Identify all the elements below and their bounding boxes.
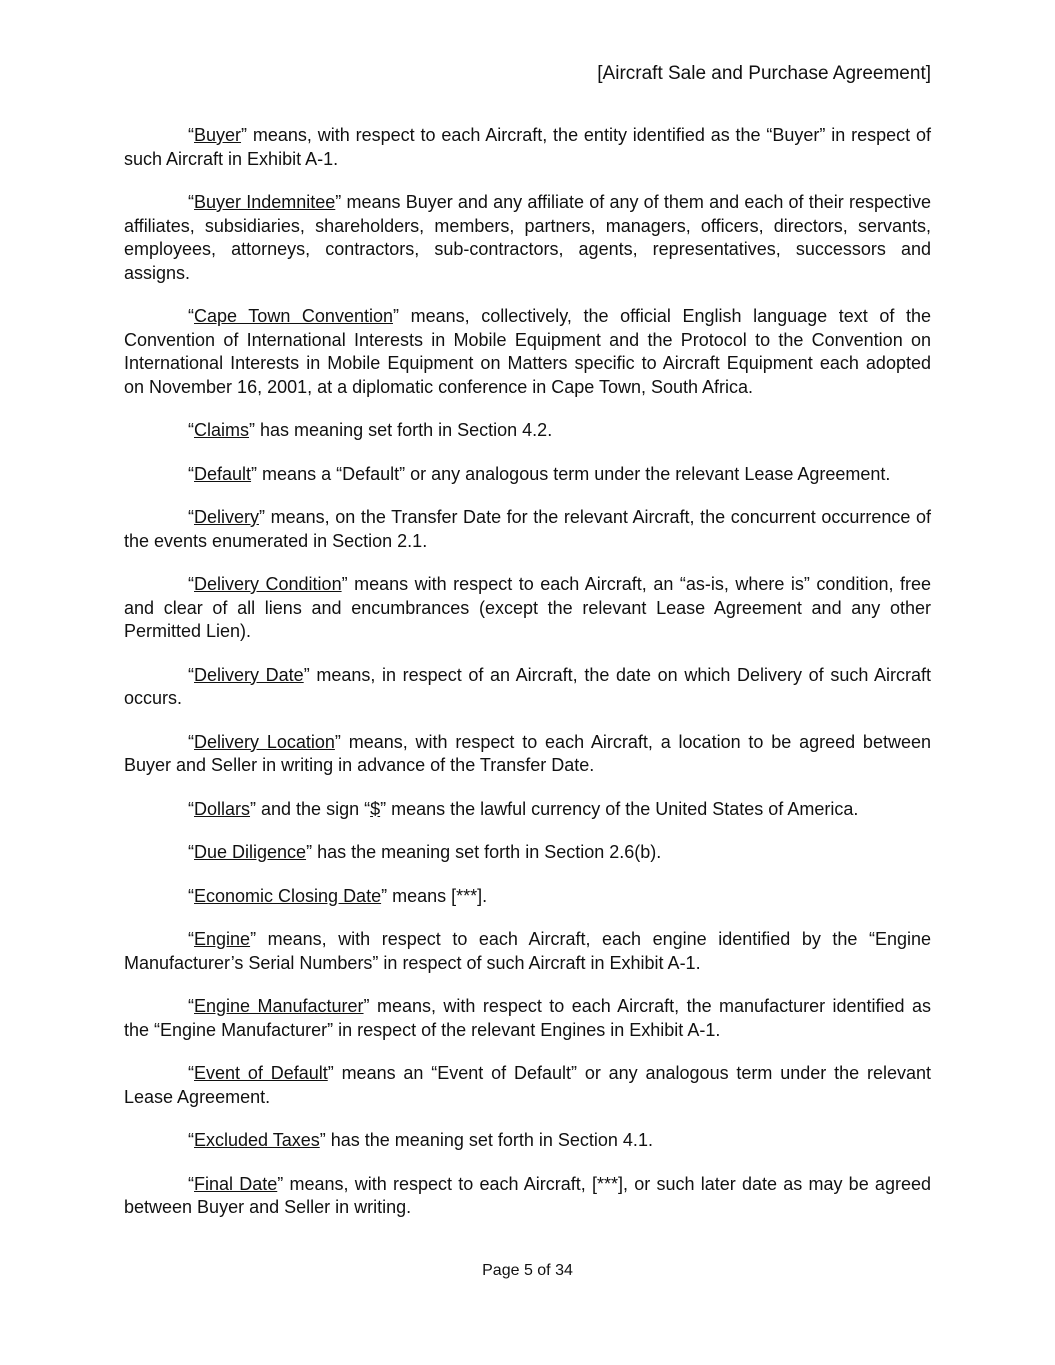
definition-text: means, with respect to each Aircraft, the manufacturer identified as the “Engine Manufacturer” in respect of the relevant Engines in Exhibit A-1. [124,996,931,1040]
definition-text: means, on the Transfer Date for the relevant Aircraft, the concurrent occurrence of the events enumerated in Section 2.1. [124,507,931,551]
definition-text: means, with respect to each Aircraft, [***], or such later date as may be agreed between Buyer and Seller in writing. [124,1173,931,1217]
defined-term: Economic Closing Date [194,885,382,906]
definition-delivery-location: “Delivery Location” means, with respect to each Aircraft, a location to be agreed between Buyer and Seller in writing in advance of the Transfer Date. [124,731,931,775]
definition-claims: “Claims” has meaning set forth in Section 4.2. [188,420,553,440]
definition-text: has the meaning set forth in Section 2.6(b). [312,842,662,862]
definition-final-date: “Final Date” means, with respect to each Aircraft, [***], or such later date as may be agreed between Buyer and Seller in writing. [124,1173,931,1217]
definition-default: “Default” means a “Default” or any analogous term under the relevant Lease Agreement. [188,463,891,484]
definition-text: means, with respect to each Aircraft, the entity identified as the “Buyer” in respect of such Aircraft in Exhibit A-1. [124,125,931,169]
document-header: [Aircraft Sale and Purchase Agreement] [597,63,931,84]
defined-term: Final Date [194,1173,278,1194]
page-number: Page 5 of 34 [482,1262,573,1279]
definition-buyer: “Buyer” means, with respect to each Aircraft, the entity identified as the “Buyer” in respect of such Aircraft in Exhibit A-1. [124,125,931,169]
defined-term: Cape Town Convention [194,306,393,326]
defined-term: Delivery Date [194,664,304,685]
defined-term: Delivery [194,507,260,527]
defined-term: Excluded Taxes [194,1130,320,1150]
definition-text: means [***]. [387,885,488,906]
defined-term: Engine [194,929,251,949]
definition-dollars: “Dollars” and the sign “$” means the lawful currency of the United States of America. [188,798,859,819]
defined-term: Default [194,463,252,484]
definition-engine: “Engine” means, with respect to each Aircraft, each engine identified by the “Engine Manufacturer’s Serial Numbers” in respect of such Aircraft in Exhibit A-1. [124,929,931,973]
definition-cape-town-convention: “Cape Town Convention” means, collectively, the official English language text of the Convention of International Interests in Mobile Equipment and the Protocol to the Convention on International Interests in Mobile Equipment on Matters specific to Aircraft Equipment each adopted on November 16, 2001, at a diplomatic conference in Cape Town, South Africa. [124,306,932,397]
definition-delivery: “Delivery” means, on the Transfer Date for the relevant Aircraft, the concurrent occurrence of the events enumerated in Section 2.1. [124,507,931,551]
definition-excluded-taxes: “Excluded Taxes” has the meaning set forth in Section 4.1. [188,1130,653,1150]
defined-term: Claims [194,420,250,440]
defined-term: Delivery Condition [194,574,342,594]
definition-text: has the meaning set forth in Section 4.1. [325,1130,653,1150]
defined-term: Dollars [194,798,251,819]
defined-term: Delivery Location [194,731,335,752]
definition-text: means, with respect to each Aircraft, each engine identified by the “Engine Manufacturer’s Serial Numbers” in respect of such Aircraft in Exhibit A-1. [124,929,931,973]
definition-text: means, collectively, the official English language text of the Convention of International Interests in Mobile Equipment and the Protocol to the Convention on International Interests in Mobile Equipment on Matters specific to Aircraft Equipment each adopted on November 16, 2001, at a diplomatic conference in Cape Town, South Africa. [124,306,932,397]
defined-term: Buyer Indemnitee [194,192,336,212]
definition-delivery-condition: “Delivery Condition” means with respect to each Aircraft, an “as-is, where is” condition, free and clear of all liens and encumbrances (except the relevant Lease Agreement and any other Permitted Lien). [124,574,931,641]
definition-text: means with respect to each Aircraft, an “as-is, where is” condition, free and clear of all liens and encumbrances (except the relevant Lease Agreement and any other Permitted Lien). [124,574,931,641]
definitions-list [124,124,931,1240]
dollar-sign-term: $ [370,798,381,819]
definition-text: means a “Default” or any analogous term under the relevant Lease Agreement. [257,463,891,484]
definition-text: has meaning set forth in Section 4.2. [255,420,553,440]
definition-text: means, with respect to each Aircraft, a location to be agreed between Buyer and Seller in writing in advance of the Transfer Date. [124,731,931,775]
definition-text: and the sign “ [256,798,371,819]
definition-delivery-date: “Delivery Date” means, in respect of an Aircraft, the date on which Delivery of such Aircraft occurs. [124,664,931,708]
defined-term: Engine Manufacturer [194,996,364,1016]
defined-term: Event of Default [194,1063,328,1083]
defined-term: Due Diligence [194,842,307,862]
definition-text: means an “Event of Default” or any analogous term under the relevant Lease Agreement. [124,1063,931,1107]
defined-term: Buyer [194,125,242,145]
definition-economic-closing-date: “Economic Closing Date” means [***]. [188,885,488,906]
definition-event-of-default: “Event of Default” means an “Event of Default” or any analogous term under the relevant Lease Agreement. [124,1063,931,1107]
definition-buyer-indemnitee: “Buyer Indemnitee” means Buyer and any affiliate of any of them and each of their respective affiliates, subsidiaries, shareholders, members, partners, managers, officers, directors, servants, employees, attorneys, contractors, sub-contractors, agents, representatives, successors and assigns. [124,192,931,283]
definition-due-diligence: “Due Diligence” has the meaning set forth in Section 2.6(b). [188,842,662,862]
definition-text: means Buyer and any affiliate of any of them and each of their respective affiliates, subsidiaries, shareholders, members, partners, managers, officers, directors, servants, employees, attorneys, contractors, sub-contractors, agents, representatives, successors and assigns. [124,192,931,283]
definition-text-continued: ” means the lawful currency of the United States of America. [380,798,859,819]
definition-text: means, in respect of an Aircraft, the date on which Delivery of such Aircraft occurs. [124,664,931,708]
definition-engine-manufacturer: “Engine Manufacturer” means, with respect to each Aircraft, the manufacturer identified as the “Engine Manufacturer” in respect of the relevant Engines in Exhibit A-1. [124,996,931,1040]
